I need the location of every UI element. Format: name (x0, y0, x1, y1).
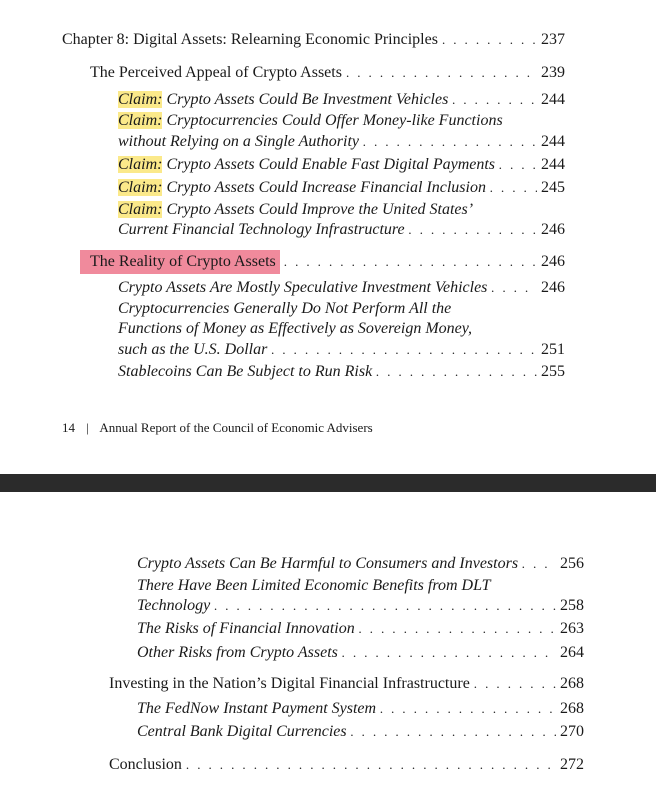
leader-dots (351, 722, 556, 742)
leader-dots (522, 554, 556, 574)
claim-highlight: Claim: (118, 201, 163, 218)
leader-dots (376, 362, 537, 382)
toc-page: 244 (541, 156, 565, 173)
toc-title: Stablecoins Can Be Subject to Run Risk (118, 363, 373, 380)
toc-entry-conclusion[interactable] (109, 755, 584, 775)
toc-title: Crypto Assets Are Mostly Speculative Investment Vehicles (118, 279, 488, 296)
leader-dots (359, 619, 556, 639)
toc-title: Chapter 8: Digital Assets: Relearning Economic Principles (62, 31, 438, 48)
toc-entry-speculative[interactable] (118, 278, 565, 298)
leader-dots (442, 30, 537, 50)
toc-entry-other-risks[interactable] (137, 643, 584, 663)
toc-title: Crypto Assets Could Enable Fast Digital Payments (166, 156, 496, 173)
toc-entry-claim-inclusion[interactable] (118, 178, 565, 198)
toc-title-line: without Relying on a Single Authority (118, 133, 360, 150)
toc-entry-risks-innovation[interactable] (137, 619, 584, 639)
toc-title-highlighted: The Reality of Crypto Assets (80, 250, 280, 274)
toc-page: 268 (560, 700, 584, 717)
toc-title: The Risks of Financial Innovation (137, 620, 355, 637)
toc-page: 256 (560, 555, 584, 572)
toc-title-line: Technology (137, 597, 211, 614)
toc-entry-money-line2[interactable]: Functions of Money as Effectively as Sovereign Money, (118, 320, 472, 337)
toc-entry-dlt[interactable] (137, 596, 584, 616)
toc-entry-harmful[interactable] (137, 554, 584, 574)
leader-dots (474, 674, 556, 694)
leader-dots (490, 178, 537, 198)
toc-page: 255 (541, 363, 565, 380)
toc-title: Other Risks from Crypto Assets (137, 644, 338, 661)
claim-highlight: Claim: (118, 112, 163, 129)
leader-dots (186, 755, 556, 775)
toc-entry-cbdc[interactable] (137, 722, 584, 742)
toc-entry-perceived-appeal[interactable] (90, 63, 565, 83)
toc-entry-money[interactable] (118, 340, 565, 360)
toc-page: 263 (560, 620, 584, 637)
leader-dots (284, 252, 537, 272)
toc-entry-money-line1[interactable]: Cryptocurrencies Generally Do Not Perform All the (118, 300, 452, 317)
toc-title-line: Cryptocurrencies Could Offer Money-like Functions (166, 112, 503, 129)
toc-page: 244 (541, 91, 565, 108)
toc-page: 246 (541, 253, 565, 270)
leader-dots (363, 132, 537, 152)
toc-title-line: such as the U.S. Dollar (118, 341, 268, 358)
toc-entry-stablecoins[interactable] (118, 362, 565, 382)
leader-dots (452, 90, 537, 110)
toc-entry-claim-payments[interactable] (118, 155, 565, 175)
toc-page: 270 (560, 723, 584, 740)
toc-title: Central Bank Digital Currencies (137, 723, 347, 740)
toc-title: Crypto Assets Can Be Harmful to Consumers and Investors (137, 555, 519, 572)
leader-dots (271, 340, 537, 360)
leader-dots (491, 278, 537, 298)
footer-separator: | (86, 420, 89, 435)
toc-title: Crypto Assets Could Be Investment Vehicles (166, 91, 449, 108)
toc-entry-claim-infrastructure[interactable] (118, 220, 565, 240)
toc-page: 246 (541, 279, 565, 296)
toc-page: 272 (560, 756, 584, 773)
claim-highlight: Claim: (118, 91, 163, 108)
toc-title: Conclusion (109, 756, 182, 773)
toc-title: The FedNow Instant Payment System (137, 700, 377, 717)
toc-entry-claim-investment[interactable] (118, 90, 565, 110)
toc-entry-reality[interactable] (90, 250, 565, 274)
toc-entry-dlt-line1[interactable]: There Have Been Limited Economic Benefits from DLT (137, 577, 491, 594)
toc-title: The Perceived Appeal of Crypto Assets (90, 64, 342, 81)
toc-page: 264 (560, 644, 584, 661)
toc-entry-claim-infrastructure-line1[interactable] (118, 200, 473, 220)
toc-title-line: Crypto Assets Could Improve the United States’ (166, 201, 474, 218)
page-bottom (0, 492, 656, 794)
toc-page: 268 (560, 675, 584, 692)
toc-entry-fednow[interactable] (137, 699, 584, 719)
toc-title-line: Current Financial Technology Infrastructure (118, 221, 405, 238)
leader-dots (342, 643, 556, 663)
toc-page: 246 (541, 221, 565, 238)
leader-dots (380, 699, 556, 719)
toc-page: 244 (541, 133, 565, 150)
leader-dots (499, 155, 537, 175)
footer-page-number: 14 (62, 420, 75, 435)
page-divider (0, 474, 656, 492)
toc-entry-chapter-8[interactable] (62, 30, 565, 50)
leader-dots (214, 596, 556, 616)
toc-title: Crypto Assets Could Increase Financial Inclusion (166, 179, 486, 196)
page-footer (62, 420, 373, 436)
toc-page: 258 (560, 597, 584, 614)
footer-text: Annual Report of the Council of Economic Advisers (99, 420, 373, 435)
leader-dots (409, 220, 537, 240)
toc-page: 239 (541, 64, 565, 81)
toc-page: 245 (541, 179, 565, 196)
claim-highlight: Claim: (118, 156, 163, 173)
toc-page: 237 (541, 31, 565, 48)
toc-entry-claim-money[interactable] (118, 132, 565, 152)
toc-entry-investing[interactable] (109, 674, 584, 694)
toc-title: Investing in the Nation’s Digital Financial Infrastructure (109, 675, 470, 692)
toc-entry-claim-money-line1[interactable] (118, 111, 503, 131)
claim-highlight: Claim: (118, 179, 163, 196)
leader-dots (346, 63, 537, 83)
toc-page: 251 (541, 341, 565, 358)
